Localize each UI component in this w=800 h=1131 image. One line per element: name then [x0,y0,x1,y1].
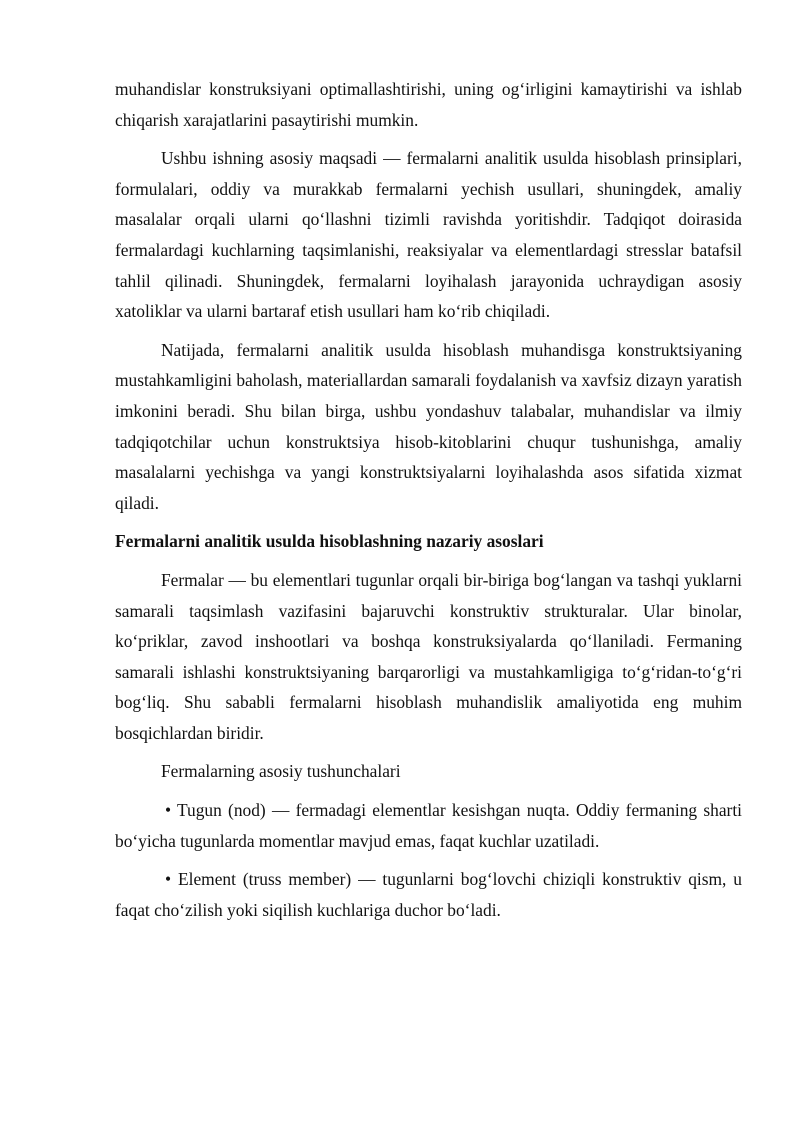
paragraph-definition: Fermalar — bu elementlari tugunlar orqali bir-biriga bog‘langan va tashqi yuklarni samarali taqsimlash vazifasini bajaruvchi konstruktiv strukturalar. Ular binolar, ko‘priklar, zavod inshootlari va boshqa konstruksiyalarda qo‘llaniladi. Fermaning samarali ishlashi konstruktsiyaning barqarorligi va mustahkamligiga to‘g‘ridan-to‘g‘ri bog‘liq. Shu sababli fermalarni hisoblash muhandislik amaliyotida eng muhim bosqichlardan biridir. [115,569,742,743]
paragraph-continuation: muhandislar konstruksiyani optimallashtirishi, uning og‘irligini kamaytirishi va ishlab chiqarish xarajatlarini pasaytirishi mumkin. [115,79,742,130]
paragraph-result: Natijada, fermalarni analitik usulda hisoblash muhandisga konstruktsiyaning mustahkamligini baholash, materiallardan samarali foydalanish va xavfsiz dizayn yaratish imkonini beradi. Shu bilan birga, ushbu yondashuv talabalar, muhandislar va ilmiy tadqiqotchilar uchun konstruktsiya hisob-kitoblarini chuqur tushunishga, amaliy masalalarni yechishga va yangi konstruktsiyalarni loyihalashda asos sifatida xizmat qiladi. [115,339,742,513]
section-heading: Fermalarni analitik usulda hisoblashning nazariy asoslari [115,531,544,552]
paragraph-aim: Ushbu ishning asosiy maqsadi — fermalarni analitik usulda hisoblash prinsiplari, formulalari, oddiy va murakkab fermalarni yechish usullari, shuningdek, amaliy masalalar orqali ularni qo‘llashni tizimli ravishda yoritishdir. Tadqiqot doirasida fermalardagi kuchlarning taqsimlanishi, reaksiyalar va elementlardagi stresslar batafsil tahlil qilinadi. Shuningdek, fermalarni loyihalash jarayonida uchraydigan asosiy xatoliklar va ularni bartaraf etish usullari ham ko‘rib chiqiladi. [115,148,742,322]
subsection-title: Fermalarning asosiy tushunchalari [161,761,401,782]
bullet-item-member: • Element (truss member) — tugunlarni bog‘lovchi chiziqli konstruktiv qism, u faqat cho‘zilish yoki siqilish kuchlariga duchor bo‘ladi. [115,869,742,920]
bullet-item-node: • Tugun (nod) — fermadagi elementlar kesishgan nuqta. Oddiy fermaning sharti bo‘yicha tugunlarda momentlar mavjud emas, faqat kuchlar uzatiladi. [115,800,742,851]
document-body [115,74,742,933]
